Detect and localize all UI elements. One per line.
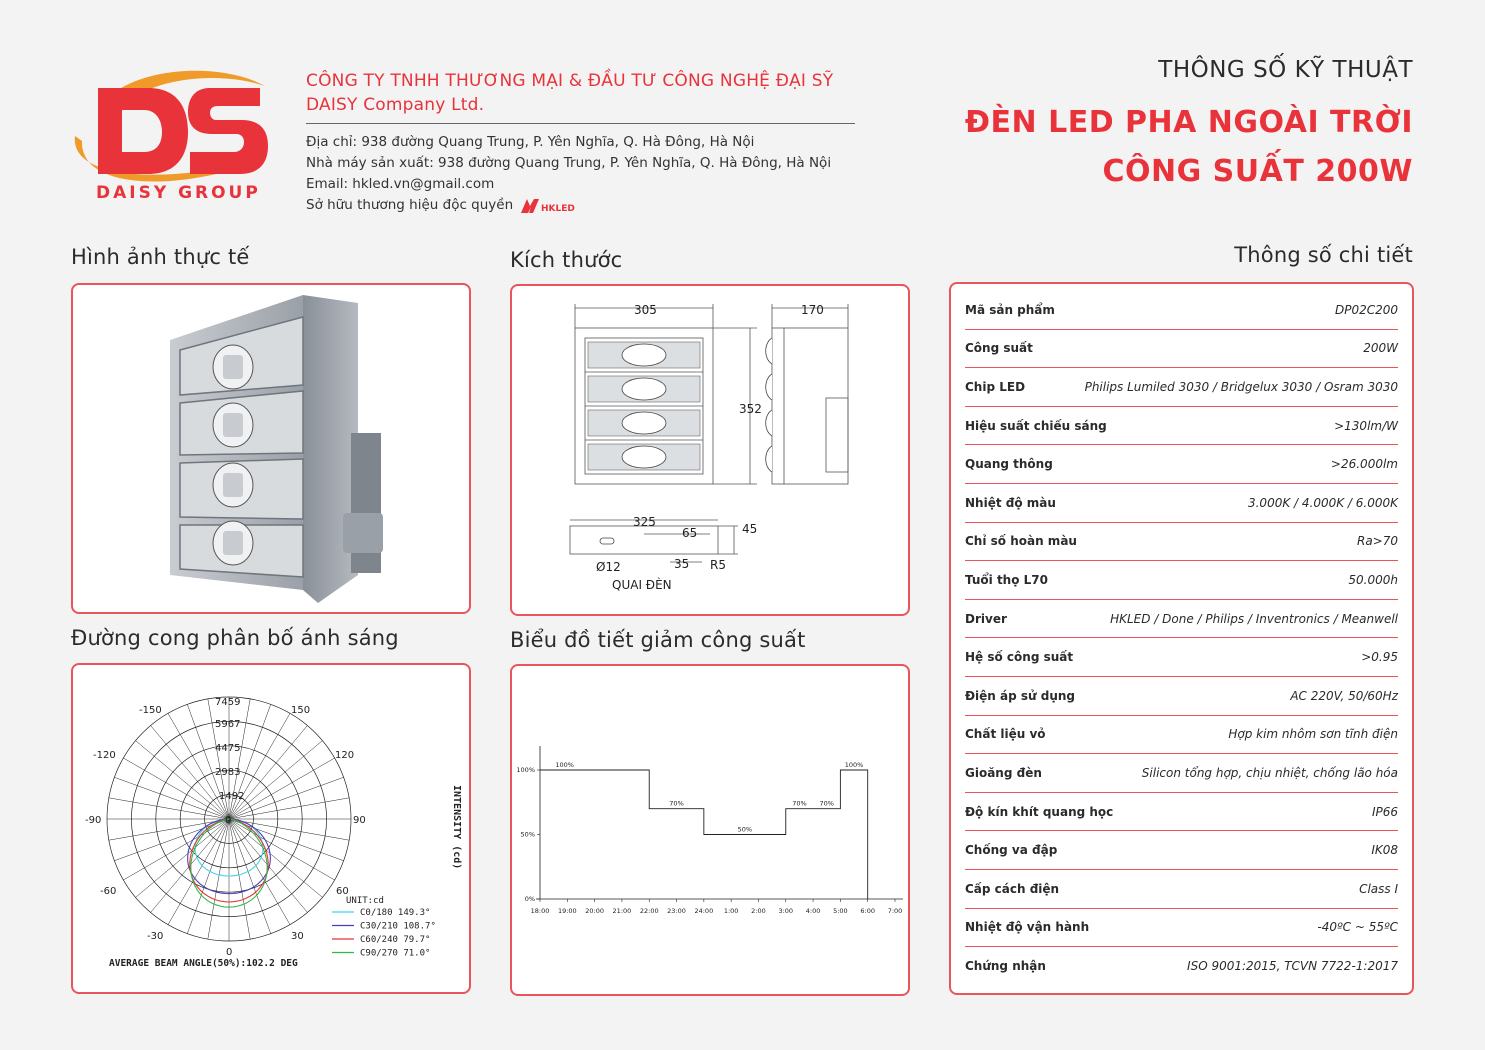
dimming-chart bbox=[512, 666, 908, 994]
angle-label-m150: -150 bbox=[139, 705, 162, 716]
spec-row bbox=[965, 600, 1398, 639]
angle-label-120: 120 bbox=[335, 750, 355, 761]
x-tick-label: 23:00 bbox=[667, 907, 686, 915]
title-line-2: ĐÈN LED PHA NGOÀI TRỜI bbox=[964, 105, 1413, 140]
step-value-label: 70% bbox=[792, 799, 807, 808]
company-factory: Nhà máy sản xuất: 938 đường Quang Trung, P. Yên Nghĩa, Q. Hà Đông, Hà Nội bbox=[306, 155, 832, 171]
x-tick-label: 5:00 bbox=[833, 907, 848, 915]
dim-width: 305 bbox=[634, 303, 657, 317]
spec-value: ISO 9001:2015, TCVN 7722-1:2017 bbox=[1187, 959, 1398, 974]
x-tick-label: 1:00 bbox=[723, 907, 739, 915]
dimming-chart-panel bbox=[510, 664, 910, 996]
spec-value: IP66 bbox=[1371, 804, 1398, 819]
dim-radius: R5 bbox=[710, 558, 726, 572]
spec-row bbox=[965, 793, 1398, 832]
spec-row bbox=[965, 561, 1398, 600]
dimensions-panel bbox=[510, 284, 910, 616]
intensity-label-1492: 1492 bbox=[219, 791, 245, 802]
spec-value: AC 220V, 50/60Hz bbox=[1290, 688, 1398, 703]
y-tick-label: 50% bbox=[520, 830, 535, 839]
section-title-dimensions: Kích thước bbox=[510, 248, 623, 272]
spec-value: Hợp kim nhôm sơn tĩnh điện bbox=[1228, 727, 1398, 742]
spec-row bbox=[965, 754, 1398, 793]
company-email: Email: hkled.vn@gmail.com bbox=[306, 176, 495, 192]
spec-label: Chứng nhận bbox=[965, 959, 1046, 974]
spec-label: Chất liệu vỏ bbox=[965, 727, 1046, 742]
brand-row bbox=[306, 195, 866, 216]
spec-row bbox=[965, 368, 1398, 407]
product-photo bbox=[73, 285, 469, 612]
intensity-label-4475: 4475 bbox=[215, 743, 241, 754]
spec-row bbox=[965, 677, 1398, 716]
step-value-label: 50% bbox=[737, 825, 753, 834]
spec-label: Cấp cách điện bbox=[965, 881, 1060, 896]
dim-height: 352 bbox=[739, 402, 762, 416]
section-title-photo: Hình ảnh thực tế bbox=[71, 245, 250, 269]
spec-label: Quang thông bbox=[965, 457, 1053, 472]
dim-depth: 170 bbox=[801, 303, 824, 317]
x-tick-label: 18:00 bbox=[530, 907, 550, 915]
beam-angle-label: AVERAGE BEAM ANGLE(50%):102.2 DEG bbox=[109, 958, 298, 969]
dim-bracket-45: 45 bbox=[742, 522, 758, 536]
logo-group-text: DAISY GROUP bbox=[96, 183, 261, 203]
spec-value: 3.000K / 4.000K / 6.000K bbox=[1247, 495, 1398, 510]
x-tick-label: 21:00 bbox=[612, 907, 632, 915]
company-info bbox=[306, 69, 866, 216]
spec-label: Mã sản phẩm bbox=[965, 302, 1055, 317]
x-tick-label: 3:00 bbox=[778, 907, 794, 915]
spec-row bbox=[965, 523, 1398, 562]
spec-row bbox=[965, 330, 1398, 369]
dim-hole: Ø12 bbox=[596, 560, 621, 574]
x-tick-label: 6:00 bbox=[860, 907, 875, 915]
spec-row bbox=[965, 831, 1398, 870]
spec-value: HKLED / Done / Philips / Inventronics / Meanwell bbox=[1110, 611, 1398, 626]
angle-label-m30: -30 bbox=[147, 931, 164, 942]
step-value-label: 70% bbox=[669, 799, 684, 808]
intensity-label-5967: 5967 bbox=[215, 719, 241, 730]
bracket-label: QUAI ĐÈN bbox=[612, 578, 672, 592]
spec-label: Độ kín khít quang học bbox=[965, 804, 1114, 819]
intensity-label-2983: 2983 bbox=[215, 767, 241, 778]
svg-text:HKLED: HKLED bbox=[541, 203, 576, 214]
title-line-1: THÔNG SỐ KỸ THUẬT bbox=[1158, 57, 1413, 83]
x-tick-label: 2:00 bbox=[751, 907, 766, 915]
brand-owner-text: Sở hữu thương hiệu độc quyền bbox=[306, 197, 514, 213]
light-distribution-panel bbox=[71, 663, 471, 994]
spec-value: DP02C200 bbox=[1334, 302, 1398, 317]
intensity-label-7459: 7459 bbox=[215, 697, 241, 708]
unit-label: UNIT:cd bbox=[346, 896, 384, 906]
company-address: Địa chỉ: 938 đường Quang Trung, P. Yên Nghĩa, Q. Hà Đông, Hà Nội bbox=[306, 134, 755, 150]
spec-row bbox=[965, 638, 1398, 677]
hkled-logo bbox=[519, 197, 579, 215]
x-tick-label: 24:00 bbox=[694, 907, 714, 915]
document-title bbox=[965, 52, 1413, 196]
legend-label: C60/240 79.7° bbox=[360, 935, 431, 945]
spec-row bbox=[965, 407, 1398, 446]
spec-row bbox=[965, 947, 1398, 986]
title-line-3: CÔNG SUẤT 200W bbox=[1102, 154, 1413, 189]
angle-label-m90: -90 bbox=[85, 815, 102, 826]
angle-label-0: 0 bbox=[226, 947, 233, 958]
dim-bracket-length: 325 bbox=[633, 515, 656, 529]
spec-row bbox=[965, 445, 1398, 484]
spec-label: Hiệu suất chiếu sáng bbox=[965, 418, 1107, 433]
angle-label-m60: -60 bbox=[100, 886, 117, 897]
step-value-label: 70% bbox=[819, 799, 834, 808]
step-value-label: 100% bbox=[844, 761, 864, 769]
intensity-axis-label: INTENSITY (cd) bbox=[451, 785, 462, 870]
company-logo bbox=[70, 66, 280, 216]
dim-bracket-65: 65 bbox=[682, 526, 698, 540]
spec-value: 200W bbox=[1363, 341, 1398, 356]
header-divider bbox=[306, 123, 855, 124]
spec-value: Philips Lumiled 3030 / Bridgelux 3030 / Osram 3030 bbox=[1084, 379, 1398, 394]
spec-row bbox=[965, 909, 1398, 948]
x-tick-label: 4:00 bbox=[805, 907, 821, 915]
spec-value: >130lm/W bbox=[1334, 418, 1398, 433]
spec-value: >0.95 bbox=[1361, 650, 1398, 665]
spec-label: Nhiệt độ màu bbox=[965, 495, 1056, 510]
spec-row bbox=[965, 870, 1398, 909]
dimension-drawing bbox=[512, 286, 908, 614]
angle-label-90: 90 bbox=[353, 815, 366, 826]
angle-label-m120: -120 bbox=[93, 750, 116, 761]
spec-label: Công suất bbox=[965, 341, 1033, 356]
legend-label: C90/270 71.0° bbox=[360, 948, 431, 959]
photo-panel bbox=[71, 283, 471, 614]
spec-label: Chống va đập bbox=[965, 843, 1058, 858]
spec-table bbox=[949, 282, 1414, 995]
section-title-specs: Thông số chi tiết bbox=[1234, 243, 1413, 267]
dimming-step-line bbox=[540, 770, 868, 899]
legend-label: C0/180 149.3° bbox=[360, 908, 431, 918]
x-tick-label: 20:00 bbox=[585, 907, 604, 915]
section-title-light-curve: Đường cong phân bố ánh sáng bbox=[71, 626, 399, 650]
y-tick-label: 0% bbox=[524, 895, 535, 903]
spec-label: Gioăng đèn bbox=[965, 765, 1042, 780]
x-tick-label: 22:00 bbox=[639, 907, 659, 915]
spec-label: Điện áp sử dụng bbox=[965, 688, 1076, 703]
section-title-dimming: Biểu đồ tiết giảm công suất bbox=[510, 628, 806, 652]
legend-label: C30/210 108.7° bbox=[360, 921, 436, 932]
spec-label: Tuổi thọ L70 bbox=[965, 572, 1048, 587]
spec-label: Chip LED bbox=[965, 379, 1026, 394]
spec-value: Silicon tổng hợp, chịu nhiệt, chống lão hóa bbox=[1141, 765, 1398, 780]
spec-label: Chỉ số hoàn màu bbox=[965, 534, 1077, 549]
spec-row bbox=[965, 484, 1398, 523]
spec-label: Driver bbox=[965, 611, 1007, 626]
step-value-label: 100% bbox=[555, 761, 574, 769]
spec-value: Ra>70 bbox=[1356, 534, 1398, 549]
spec-value: 50.000h bbox=[1348, 572, 1398, 587]
y-tick-label: 100% bbox=[516, 766, 535, 774]
polar-diagram bbox=[73, 665, 469, 992]
company-name-vi: CÔNG TY TNHH THƯƠNG MẠI & ĐẦU TƯ CÔNG NGHỆ ĐẠI SỸ bbox=[306, 71, 834, 91]
spec-row bbox=[965, 291, 1398, 330]
spec-value: -40ºC ~ 55ºC bbox=[1317, 920, 1398, 935]
spec-row bbox=[965, 716, 1398, 755]
x-tick-label: 19:00 bbox=[557, 907, 577, 915]
angle-label-30: 30 bbox=[291, 931, 304, 942]
spec-label: Hệ số công suất bbox=[965, 650, 1074, 665]
x-tick-label: 7:00 bbox=[887, 907, 903, 915]
intensity-label-0: 0 bbox=[225, 815, 232, 826]
angle-label-150: 150 bbox=[291, 705, 311, 716]
spec-value: IK08 bbox=[1371, 843, 1398, 858]
angle-label-60: 60 bbox=[336, 886, 349, 897]
spec-value: >26.000lm bbox=[1330, 457, 1398, 472]
dim-bracket-35: 35 bbox=[674, 557, 690, 571]
spec-label: Nhiệt độ vận hành bbox=[965, 920, 1090, 935]
company-name-en: DAISY Company Ltd. bbox=[306, 95, 485, 115]
spec-value: Class I bbox=[1359, 881, 1398, 896]
